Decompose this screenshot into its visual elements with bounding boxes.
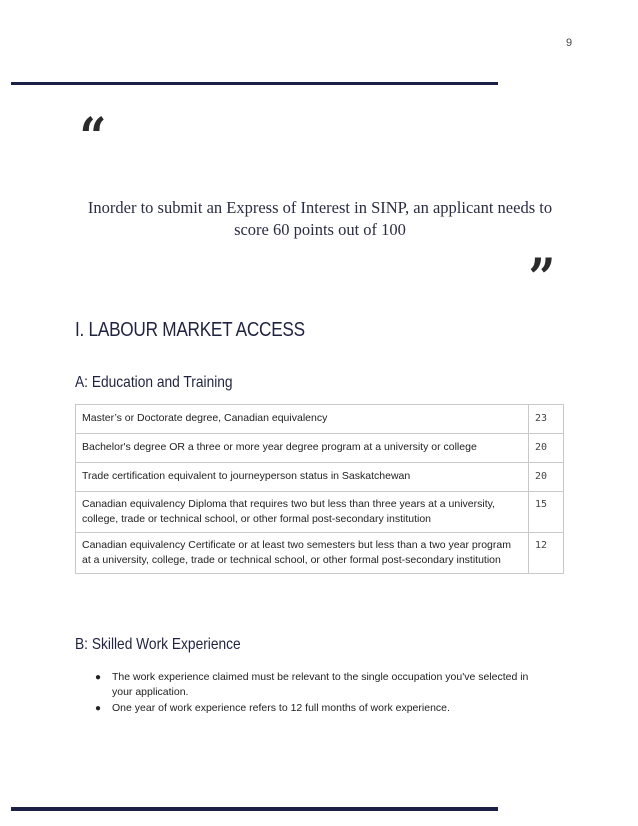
page-number: 9 bbox=[566, 37, 573, 49]
list-item bbox=[95, 670, 545, 700]
table-row bbox=[76, 434, 564, 463]
list-item-text: The work experience claimed must be relevant to the single occupation you've selected in your application. bbox=[112, 671, 529, 698]
table-row bbox=[76, 463, 564, 492]
row-points: 20 bbox=[529, 434, 564, 463]
row-description: Canadian equivalency Diploma that requires two but less than three years at a university, college, trade or technical school, or other formal post-secondary institution bbox=[76, 492, 529, 533]
row-description: Trade certification equivalent to journeyperson status in Saskatchewan bbox=[76, 463, 529, 492]
row-description: Master’s or Doctorate degree, Canadian equivalency bbox=[76, 405, 529, 434]
section-title: I. LABOUR MARKET ACCESS bbox=[75, 319, 305, 341]
pull-quote: Inorder to submit an Express of Interest in SINP, an applicant needs to score 60 points out of 100 bbox=[87, 198, 553, 239]
bottom-divider bbox=[11, 807, 498, 811]
row-points: 12 bbox=[529, 533, 564, 574]
row-description: Canadian equivalency Certificate or at least two semesters but less than a two year program at a university, college, trade or technical school, or other formal post-secondary institution bbox=[76, 533, 529, 574]
row-points: 20 bbox=[529, 463, 564, 492]
subsection-title-education: A: Education and Training bbox=[75, 374, 233, 391]
bullet-icon: ● bbox=[95, 703, 102, 714]
table-row bbox=[76, 533, 564, 574]
row-points: 15 bbox=[529, 492, 564, 533]
work-experience-list bbox=[95, 670, 545, 717]
open-quote-icon: “ bbox=[79, 107, 107, 168]
top-divider bbox=[11, 82, 498, 85]
row-points: 23 bbox=[529, 405, 564, 434]
table-row bbox=[76, 405, 564, 434]
row-description: Bachelor's degree OR a three or more year degree program at a university or college bbox=[76, 434, 529, 463]
list-item bbox=[95, 701, 545, 716]
table-row bbox=[76, 492, 564, 533]
bullet-icon: ● bbox=[95, 672, 102, 683]
education-points-table bbox=[75, 404, 564, 574]
subsection-title-work-experience: B: Skilled Work Experience bbox=[75, 636, 241, 653]
list-item-text: One year of work experience refers to 12 full months of work experience. bbox=[112, 702, 450, 714]
close-quote-icon: ” bbox=[528, 248, 556, 309]
